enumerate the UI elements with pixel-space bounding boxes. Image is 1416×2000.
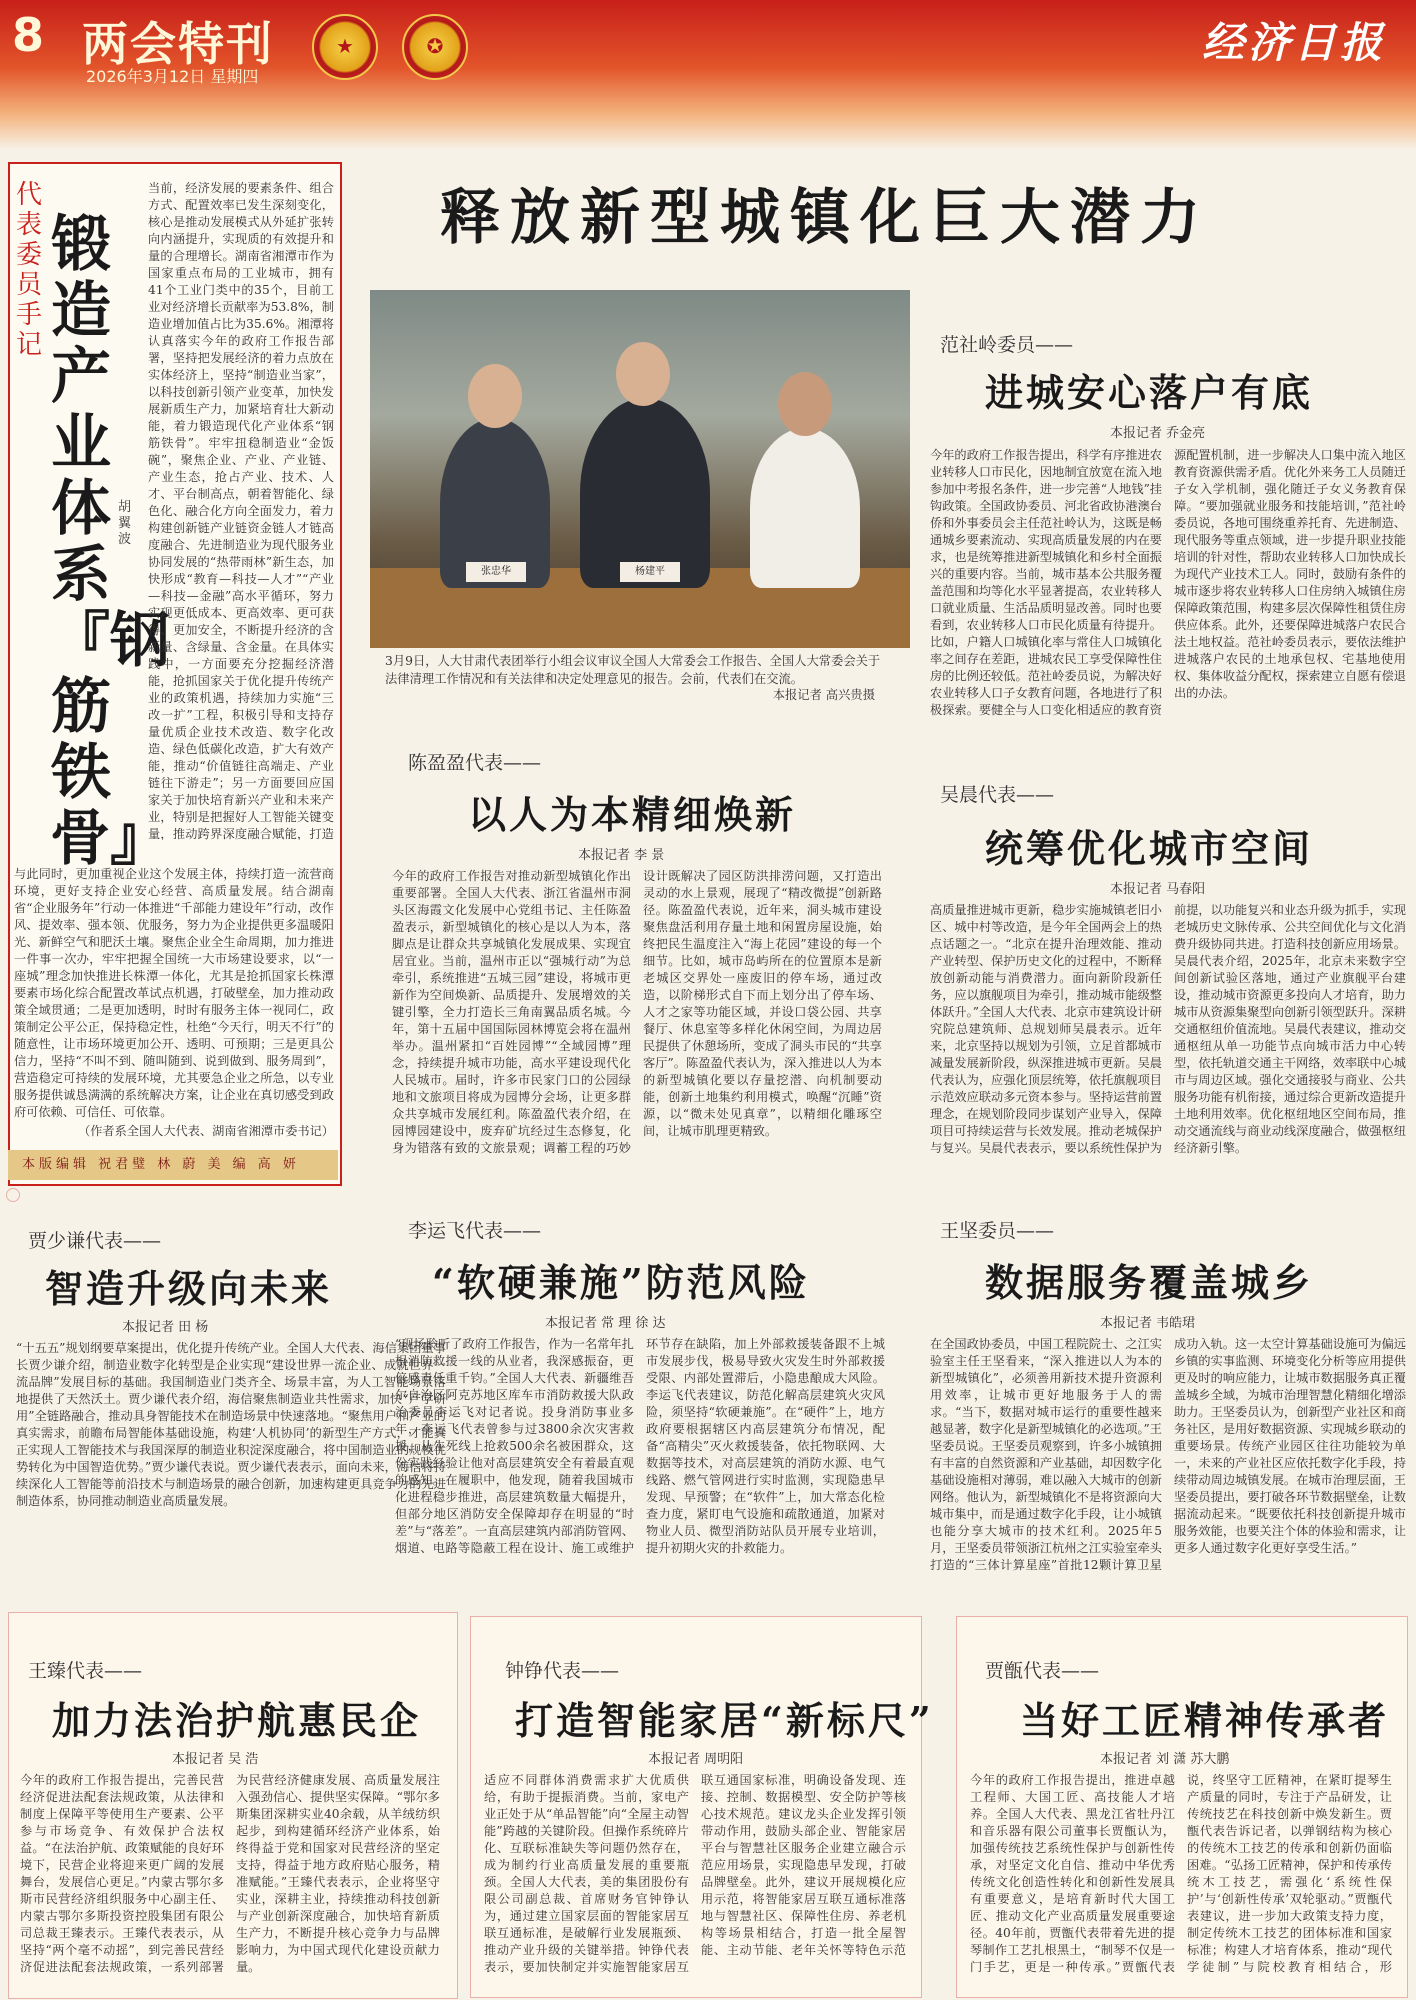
- column-tag: 代表委员手记: [15, 180, 42, 360]
- name-card-2: 杨建平: [620, 562, 680, 582]
- article-fan-shelin-body: 今年的政府工作报告提出，科学有序推进农业转移人口市民化，因地制宜放宽在流入地参加中考报名条件，进一步完善“人地钱”挂钩政策。全国政协委员、河北省政协港澳台侨和外事委员会主任范社岭认为，这既是畅通城乡要素流动、实现高质量发展的内在要求，也是统筹推进新型城镇化和乡村全面振兴的重要内容。当前，城市基本公共服务覆盖范围和均等化水平显著提高，农业转移人口就业质量、生活品质明显改善。同时也要看到，农业转移人口市民化质量有待提升。比如，户籍人口城镇化率与常住人口城镇化率之间存在差距，进城农民工享受保障性住房的比例还较低。范社岭委员说，为解决好农业转移人口子女教育问题，各地进行了积极探索。要健全与人口变化相适应的教育资源配置机制，进一步解决人口集中流入地区教育资源供需矛盾。优化外来务工人员随迁子女入学机制，强化随迁子女义务教育保障。“要加强就业服务和技能培训，”范社岭委员说，各地可围绕重养托育、先进制造、现代服务等重点领域，进一步提升职业技能培训的针对性，帮助农业转移人口加快成长为现代产业技术工人。同时，鼓励有条件的城市逐步将农业转移人口住房纳入城镇住房保障政策范围，构建多层次保障性租赁住房供应体系。此外，还要保障进城落户农民合法土地权益。范社岭委员表示，要依法维护进城落户农民的土地承包权、宅基地使用权、集体收益分配权，探索建立自愿有偿退出的办法。: [930, 448, 1406, 717]
- column-body-part1: 当前，经济发展的要素条件、组合方式、配置效率已发生深刻变化，核心是推动发展模式从外延扩张转向内涵提升，实现质的有效提升和量的合理增长。湖南省湘潭市作为国家重点布局的工业城市，拥有41个工业门类中的35个，目前工业对经济增长贡献率为53.8%，制造业增加值占比为35.6%。湘潭将认真落实今年的政府工作报告部署，坚持把发展经济的着力点放在实体经济上，坚持“制造业当家”，以科技创新引领产业变革，加快发展新质生产力，加紧培育壮大新动能，着力锻造现代化产业体系“钢筋铁骨”。牢牢扭稳制造业“金饭碗”，聚焦企业、产业、产业链、产业生态，抢占产业、技术、人才、平台制高点，朝着智能化、绿色化、融合化方向全面发力，着力构建创新链产业链资金链人才链高度融合、先进制造业为现代服务业协同发展的“热带雨林”新生态，加快形成“教育—科技—人才”“产业—科技—金融”高水平循环，努力实现更低成本、更高效率、更可获得、更加安全，不断提升经济的含新量、含绿量、含金量。在具体实践中，一方面要充分挖掘经济潜能，抢抓国家关于优化提升传统产业的政策机遇，持续加力实施“三改一扩”工程，积极引导和支持存量优质企业技术改造、数字化改造、绿色低碳化改造，扩大有效产能，推动“价值链往高端走、产业链往下游走”；另一方面要回应国家关于加快培育新兴产业和未来产业，特别是把握好人工智能关键变量，推动跨界深度融合赋能，打造: [148, 181, 334, 840]
- article-wang-zhen-title: 加力法治护航惠民企: [52, 1698, 422, 1743]
- column-author: 胡翼波: [118, 500, 132, 547]
- article-wu-chen-title: 统筹优化城市空间: [985, 826, 1314, 871]
- photo-person-center: [580, 398, 710, 588]
- article-chen-yingying-who: 陈盈盈代表——: [408, 752, 542, 774]
- article-zhong-zheng-title: 打造智能家居“新标尺”: [515, 1698, 934, 1743]
- section-title: 两会特刊: [82, 17, 274, 71]
- article-wu-chen-reporter: 本报记者 马春阳: [1110, 882, 1206, 897]
- photo-caption: 3月9日，人大甘肃代表团举行小组会议审议全国人大常委会工作报告、全国人大常委会关于法律清理工作情况和有关法律和决定处理意见的报告。会前，代表们在交流。: [385, 654, 881, 686]
- column-body-part2: 与此同时，更加重视企业这个发展主体，持续打造一流营商环境，更好支持企业安心经营、高质量发展。结合湖南省“企业服务年”行动一体推进“千部能力建设年”行动，改作风、提效率、强本领、优服务，努力为企业提供更多温暖阳光、新鲜空气和肥沃土壤。聚焦企业全生命周期，加力推进一件事一次办，牢牢把握全国统一大市场建设要求，以“一座城”理念加快推进长株潭一体化，尤其是抢抓国家长株潭要素市场化综合配置改革试点机遇，打破壁垒，加力推动政策全域贯通；二是更加透明，时时有服务主体一视同仁，政策制定公平公正，保持稳定性，杜绝“今天行，明天不行”的随意性，让市场环境更加公开、透明、可预期；三是更具公信力，坚持“不叫不到、随叫随到、说到做到、服务周到”，营造稳定可持续的发展环境，尤其要急企业之所急，以专业服务提供诚恳满满的系统解决方案，让企业在真切感受到政府可依赖、可信任、可依靠。: [14, 867, 334, 1119]
- article-fan-shelin-title: 进城安心落户有底: [985, 370, 1314, 415]
- article-wang-zhen-reporter: 本报记者 吴 浩: [172, 1752, 259, 1767]
- photo-person-right: [750, 428, 860, 588]
- article-wang-jian-title: 数据服务覆盖城乡: [985, 1260, 1314, 1305]
- national-emblem-icon: ★: [312, 14, 378, 80]
- article-fan-shelin-who: 范社岭委员——: [940, 334, 1074, 356]
- cppcc-emblem-icon: ✪: [402, 14, 468, 80]
- article-jia-shaoqian-who: 贾少谦代表——: [28, 1230, 162, 1252]
- article-wang-zhen-body: 今年的政府工作报告提出，完善民营经济促进法配套法规政策，从法律和制度上保障平等使用生产要素、公平参与市场竞争、有效保护合法权益。“在法治护航、政策赋能的良好环境下，民营企业将迎来更广阔的发展舞台，发展信心更足。”内蒙古鄂尔多斯市民营经济组织服务中心副主任、内蒙古鄂尔多斯投资控股集团有限公司总裁王臻表示。王臻代表表示，从坚持“两个毫不动摇”，到完善民营经济促进法配套法规政策，一系列部署为民营经济健康发展、高质量发展注入强劲信心、提供坚实保障。“鄂尔多斯集团深耕实业40余载，从羊绒纺织起步，到构建循环经济产业体系，始终得益于党和国家对民营经济的坚定支持，得益于地方政府贴心服务，精准赋能。”王臻代表表示，企业将坚守实业，深耕主业，持续推动科技创新与产业创新深度融合，加快培育新质生产力，不断提升核心竞争力与品牌影响力，为中国式现代化建设贡献力量。: [20, 1773, 440, 1974]
- article-chen-yingying-reporter: 本报记者 李 景: [578, 848, 665, 863]
- article-jia-zhen-title: 当好工匠精神传承者: [1020, 1698, 1390, 1743]
- article-wu-chen-body: 高质量推进城市更新，稳步实施城镇老旧小区、城中村等改造，是今年全国两会上的热点话题之一。“北京在提升治理效能、推动产业转型、保护历史文化的过程中，不断释放创新动能与消费潜力。面向新阶段新任务，应以旗舰项目为牵引，推动城市能级整体跃升。”全国人大代表、北京市建筑设计研究院总建筑师、总规划师吴晨表示。近年来，北京坚持以规划为引领，立足首都城市减量发展新阶段，纵深推进城市更新。吴晨代表认为，应强化顶层统筹，依托旗舰项目示范效应联动多元资本参与。坚持运营前置理念，在规划阶段同步谋划产业导入，保障项目可持续运营与长效发展。推动老城保护与复兴。吴晨代表表示，要以系统性保护为前提，以功能复兴和业态升级为抓手，实现老城历史文脉传承、公共空间优化与文化消费升级协同共进。打造科技创新应用场景。吴晨代表介绍，2025年，北京未来数字空间创新试验区落地，通过产业旗舰平台建设，推动城市资源更多投向人才培育，助力城市从资源集聚型向创新引领型跃升。深耕交通枢纽价值流地。吴晨代表建议，推动交通枢纽从单一功能节点向城市活力中心转型，依托轨道交通主干网络，效率联中心城市与周边区域。强化交通接驳与商业、公共服务功能有机衔接，通过综合更新改造提升土地利用效率。优化枢纽地区空间布局，推动交通流线与商业动线深度融合，做强枢纽经济新引擎。: [930, 903, 1406, 1155]
- divider-dot-icon: [6, 1188, 20, 1202]
- article-li-yunfei-who: 李运飞代表——: [408, 1220, 542, 1242]
- article-wang-jian-body: 在全国政协委员，中国工程院院士、之江实验室主任王坚看来，“深入推进以人为本的新型城镇化”，必须善用新技术提升资源利用效率，让城市更好地服务于人的需求。“当下，数据对城市运行的重要性越来越显著，数字化是新型城镇化的必选项。”王坚委员说。王坚委员观察到，许多小城镇拥有丰富的自然资源和产业基础，却因数字化基础设施相对薄弱，难以融入大城市的创新网络。他认为，新型城镇化不是将资源向大城市集中，而是通过数字化手段，让小城镇也能分享大城市的技术红利。2025年5月，王坚委员带领浙江杭州之江实验室牵头打造的“三体计算星座”首批12颗计算卫星成功入轨。这一太空计算基础设施可为偏远乡镇的实事监测、环境变化分析等应用提供更及时的响应能力，让城市数据服务真正覆盖城乡全域，为城市治理智慧化精细化增添助力。王坚委员认为，创新型产业社区和商务社区，是用好数据资源、实现城乡联动的重要场景。传统产业园区往往功能较为单一，未来的产业社区应依托数字化手段，持续带动周边城镇发展。在城市治理层面，王坚委员提出，要打破各环节数据壁垒，让数据流动起来。“既要依托科技创新提升城市服务效能，也要关注个体的体验和需求，让更多人通过数字化更好享受生活。”: [930, 1337, 1406, 1572]
- name-card-1: 张忠华: [466, 562, 526, 582]
- article-li-yunfei-reporter: 本报记者 常 理 徐 达: [545, 1316, 666, 1331]
- article-fan-shelin-reporter: 本报记者 乔金亮: [1110, 426, 1206, 441]
- article-wang-zhen-who: 王臻代表——: [28, 1660, 143, 1682]
- article-li-yunfei-title: “软硬兼施”防范风险: [432, 1260, 810, 1305]
- photo-head-center: [616, 342, 670, 406]
- article-jia-zhen-who: 贾甑代表——: [985, 1660, 1100, 1682]
- article-chen-yingying-title: 以人为本精细焕新: [468, 792, 797, 837]
- article-wang-jian-who: 王坚委员——: [940, 1220, 1055, 1242]
- main-headline: 释放新型城镇化巨大潜力: [440, 183, 1210, 253]
- column-title: 锻造产业体系『钢筋铁骨』: [50, 210, 170, 874]
- news-photo: [370, 290, 910, 648]
- article-jia-shaoqian-reporter: 本报记者 田 杨: [122, 1320, 209, 1335]
- newspaper-logo: 经济日报: [1201, 18, 1386, 67]
- photo-head-left: [468, 364, 522, 428]
- article-jia-shaoqian-title: 智造升级向未来: [45, 1266, 333, 1311]
- article-chen-yingying-body: 今年的政府工作报告对推动新型城镇化作出重要部署。全国人大代表、浙江省温州市洞头区海霞文化发展中心党组书记、主任陈盈盈表示，新型城镇化的核心是以人为本，落脚点是让群众共享城镇化发展成果、实现宜居宜业。当前，温州市正以“强城行动”为总牵引，系统推进“五城三园”建设，将城市更新作为空间焕新、品质提升、发展增效的关键引擎，全力打造长三角南翼品质名城。今年，第十五届中国国际园林博览会将在温州举办。温州紧扣“百姓园博”“全域园博”理念，持续提升城市功能，高水平建设现代化人民城市。届时，许多市民家门口的公园绿地和文旅项目将成为园博分会场，让更多群众共享城市发展红利。陈盈盈代表介绍，在园博园建设中，废弃矿坑经过生态修复，化身为错落有致的文旅景观；调蓄工程的巧妙设计既解决了园区防洪排涝问题，又打造出灵动的水上景观，展现了“精改微提”创新路径。陈盈盈代表说，近年来，洞头城市建设聚焦盘活利用存量土地和闲置房屋设施，始终把民生温度注入“海上花园”建设的每一个细节。比如，城市岛屿所在的位置原本是新老城区交界处一座废旧的停车场，通过改造，以阶梯形式自下而上划分出了停车场、人才之家等功能区域，并设口袋公园、共享餐厅、休息室等多样化休闲空间，为周边居民提供了休憩场所，变成了洞头市民的“共享客厅”。陈盈盈代表认为，深入推进以人为本的新型城镇化要以存量挖潜、向机制要动能，创新土地集约利用模式，唤醒“沉睡”资源，以“微未处见真章”，以精细化雕琢空间，让城市肌理更精致。: [392, 869, 882, 1155]
- article-zhong-zheng-who: 钟铮代表——: [505, 1660, 620, 1682]
- photo-credit: 本报记者 高兴贵摄: [772, 688, 875, 702]
- article-zhong-zheng-reporter: 本报记者 周明阳: [648, 1752, 744, 1767]
- article-wang-jian-reporter: 本报记者 韦皓珺: [1100, 1316, 1196, 1331]
- article-li-yunfei-body: “现场聆听了政府工作报告，作为一名常年扎根消防救援一线的从业者，我深感振奋，更倍感责任重千钧。”全国人大代表、新疆维吾尔自治区阿克苏地区库车市消防救援大队政治委员李运飞对记者说。投身消防事业多年，李运飞代表曾参与过3800余次灾害救援，从生死线上抢救500余名被困群众，这份实践经验让他对高层建筑安全有着最直观的感知。在履职中，他发现，随着我国城市化进程稳步推进，高层建筑数量大幅提升，但部分地区消防安全保障却存在明显的“时差”与“落差”。一直高层建筑内部消防管网、烟道、电路等隐蔽工程在设计、施工或维护环节存在缺陷，加上外部救援装备跟不上城市发展步伐，极易导致火灾发生时外部救援受限、内部处置滞后，小隐患酿成大风险。李运飞代表建议，防范化解高层建筑火灾风险，须坚持“软硬兼施”。在“硬件”上，地方政府要根据辖区内高层建筑分布情况，配备“高精尖”灭火救援装备，依托物联网、大数据等技术，对高层建筑的消防水源、电气线路、燃气管网进行实时监测，实现隐患早发现、早预警；在“软件”上，加大常态化检查力度，紧盯电气设施和疏散通道，加紧对物业人员、微型消防站队员开展专业培训，提升初期火灾的扑救能力。: [395, 1337, 885, 1555]
- issue-date: 2026年3月12日 星期四: [86, 67, 259, 86]
- page-number: 8: [12, 8, 45, 62]
- article-jia-zhen-reporter: 本报记者 刘 潇 苏大鹏: [1100, 1752, 1230, 1767]
- column-author-note: （作者系全国人大代表、湖南省湘潭市委书记）: [78, 1124, 334, 1138]
- photo-head-right: [778, 372, 832, 436]
- article-wu-chen-who: 吴晨代表——: [940, 784, 1055, 806]
- editor-credits: 本版编辑 祝君璧 林 蔚 美 编 高 妍: [8, 1150, 338, 1180]
- article-jia-zhen-body: 今年的政府工作报告提出，推进卓越工程师、大国工匠、高技能人才培养。全国人大代表、黑龙江省牡丹江和音乐器有限公司董事长贾甑认为，加强传统技艺系统性保护与创新性传承，对坚定文化自信、推动中华优秀传统文化创造性转化和创新性发展具有重要意义，是培育新时代大国工匠、推动文化产业高质量发展重要途径。40年前，贾甑代表带着先进的提琴制作工艺扎根黑土，“制琴不仅是一门手艺，更是一种传承。”贾甑代表说，终坚守工匠精神，在紧盯提琴生产质量的同时，专注于产品研发，让传统技艺在科技创新中焕发新生。贾甑代表告诉记者，以弹钢结构为核心的传统木工技艺的传承和创新仍面临困难。“弘扬工匠精神，保护和传承传统木工技艺，需强化‘系统性保护’与‘创新性传承’双轮驱动。”贾甑代表建议，进一步加大政策支持力度，制定传统木工技艺的团体标准和国家标准；构建人才培育体系，推动“现代学徒制”与院校教育相结合，形: [970, 1773, 1392, 1974]
- article-jia-shaoqian-body: “十五五”规划纲要草案提出，优化提升传统产业。全国人大代表、海信集团董事长贾少谦介绍，制造业数字化转型是企业实现“建设世界一流企业、成就世界一流品牌”发展目标的基础。我国制造业门类齐全、场景丰富，为人工智能场景落地提供了天然沃土。贾少谦代表介绍，海信聚焦制造业共性需求，加快“产学研用”全链路融合，推动具身智能技术在制造场景中快速落地。“聚焦用户和产业的真实需求，前瞻布局智能体基础设施，构建‘人机协同’的新型生产方式，才能真正实现人工智能技术与我国深厚的制造业积淀深度融合，将中国制造业的规模优势转化为中国智造优势。”贾少谦代表说。贾少谦代表表示，面向未来，海信将持续深化人工智能等前沿技术与制造场景的融合创新，加速构建更具竞争力的先进制造体系，协同推动制造业高质量发展。: [16, 1341, 446, 1508]
- article-zhong-zheng-body: 适应不同群体消费需求扩大优质供给，有助于提振消费。当前，家电产业正处于从“单品智能”向“全屋主动智能”跨越的关键阶段。但操作系统碎片化、互联标准缺失等问题仍然存在，成为制约行业高质量发展的重要瓶颈。全国人大代表，美的集团股份有限公司副总裁、首席财务官钟铮认为，通过建立国家层面的智能家居互联互通标准，是破解行业发展瓶颈、推动产业升级的关键举措。钟铮代表表示，要加快制定并实施智能家居互联互通国家标准，明确设备发现、连接、控制、数据模型、安全防护等核心技术规范。建议龙头企业发挥引领带动作用，鼓励头部企业、智能家居平台与智慧社区服务企业建立融合示范应用场景，实现隐患早发现，打破品牌壁垒。此外，建议开展规模化应用示范，将智能家居互联互通标准落地与智慧社区、保障性住房、养老机构等场景相结合，打造一批全屋智能、主动节能、老年关怀等特色示范: [484, 1773, 906, 1974]
